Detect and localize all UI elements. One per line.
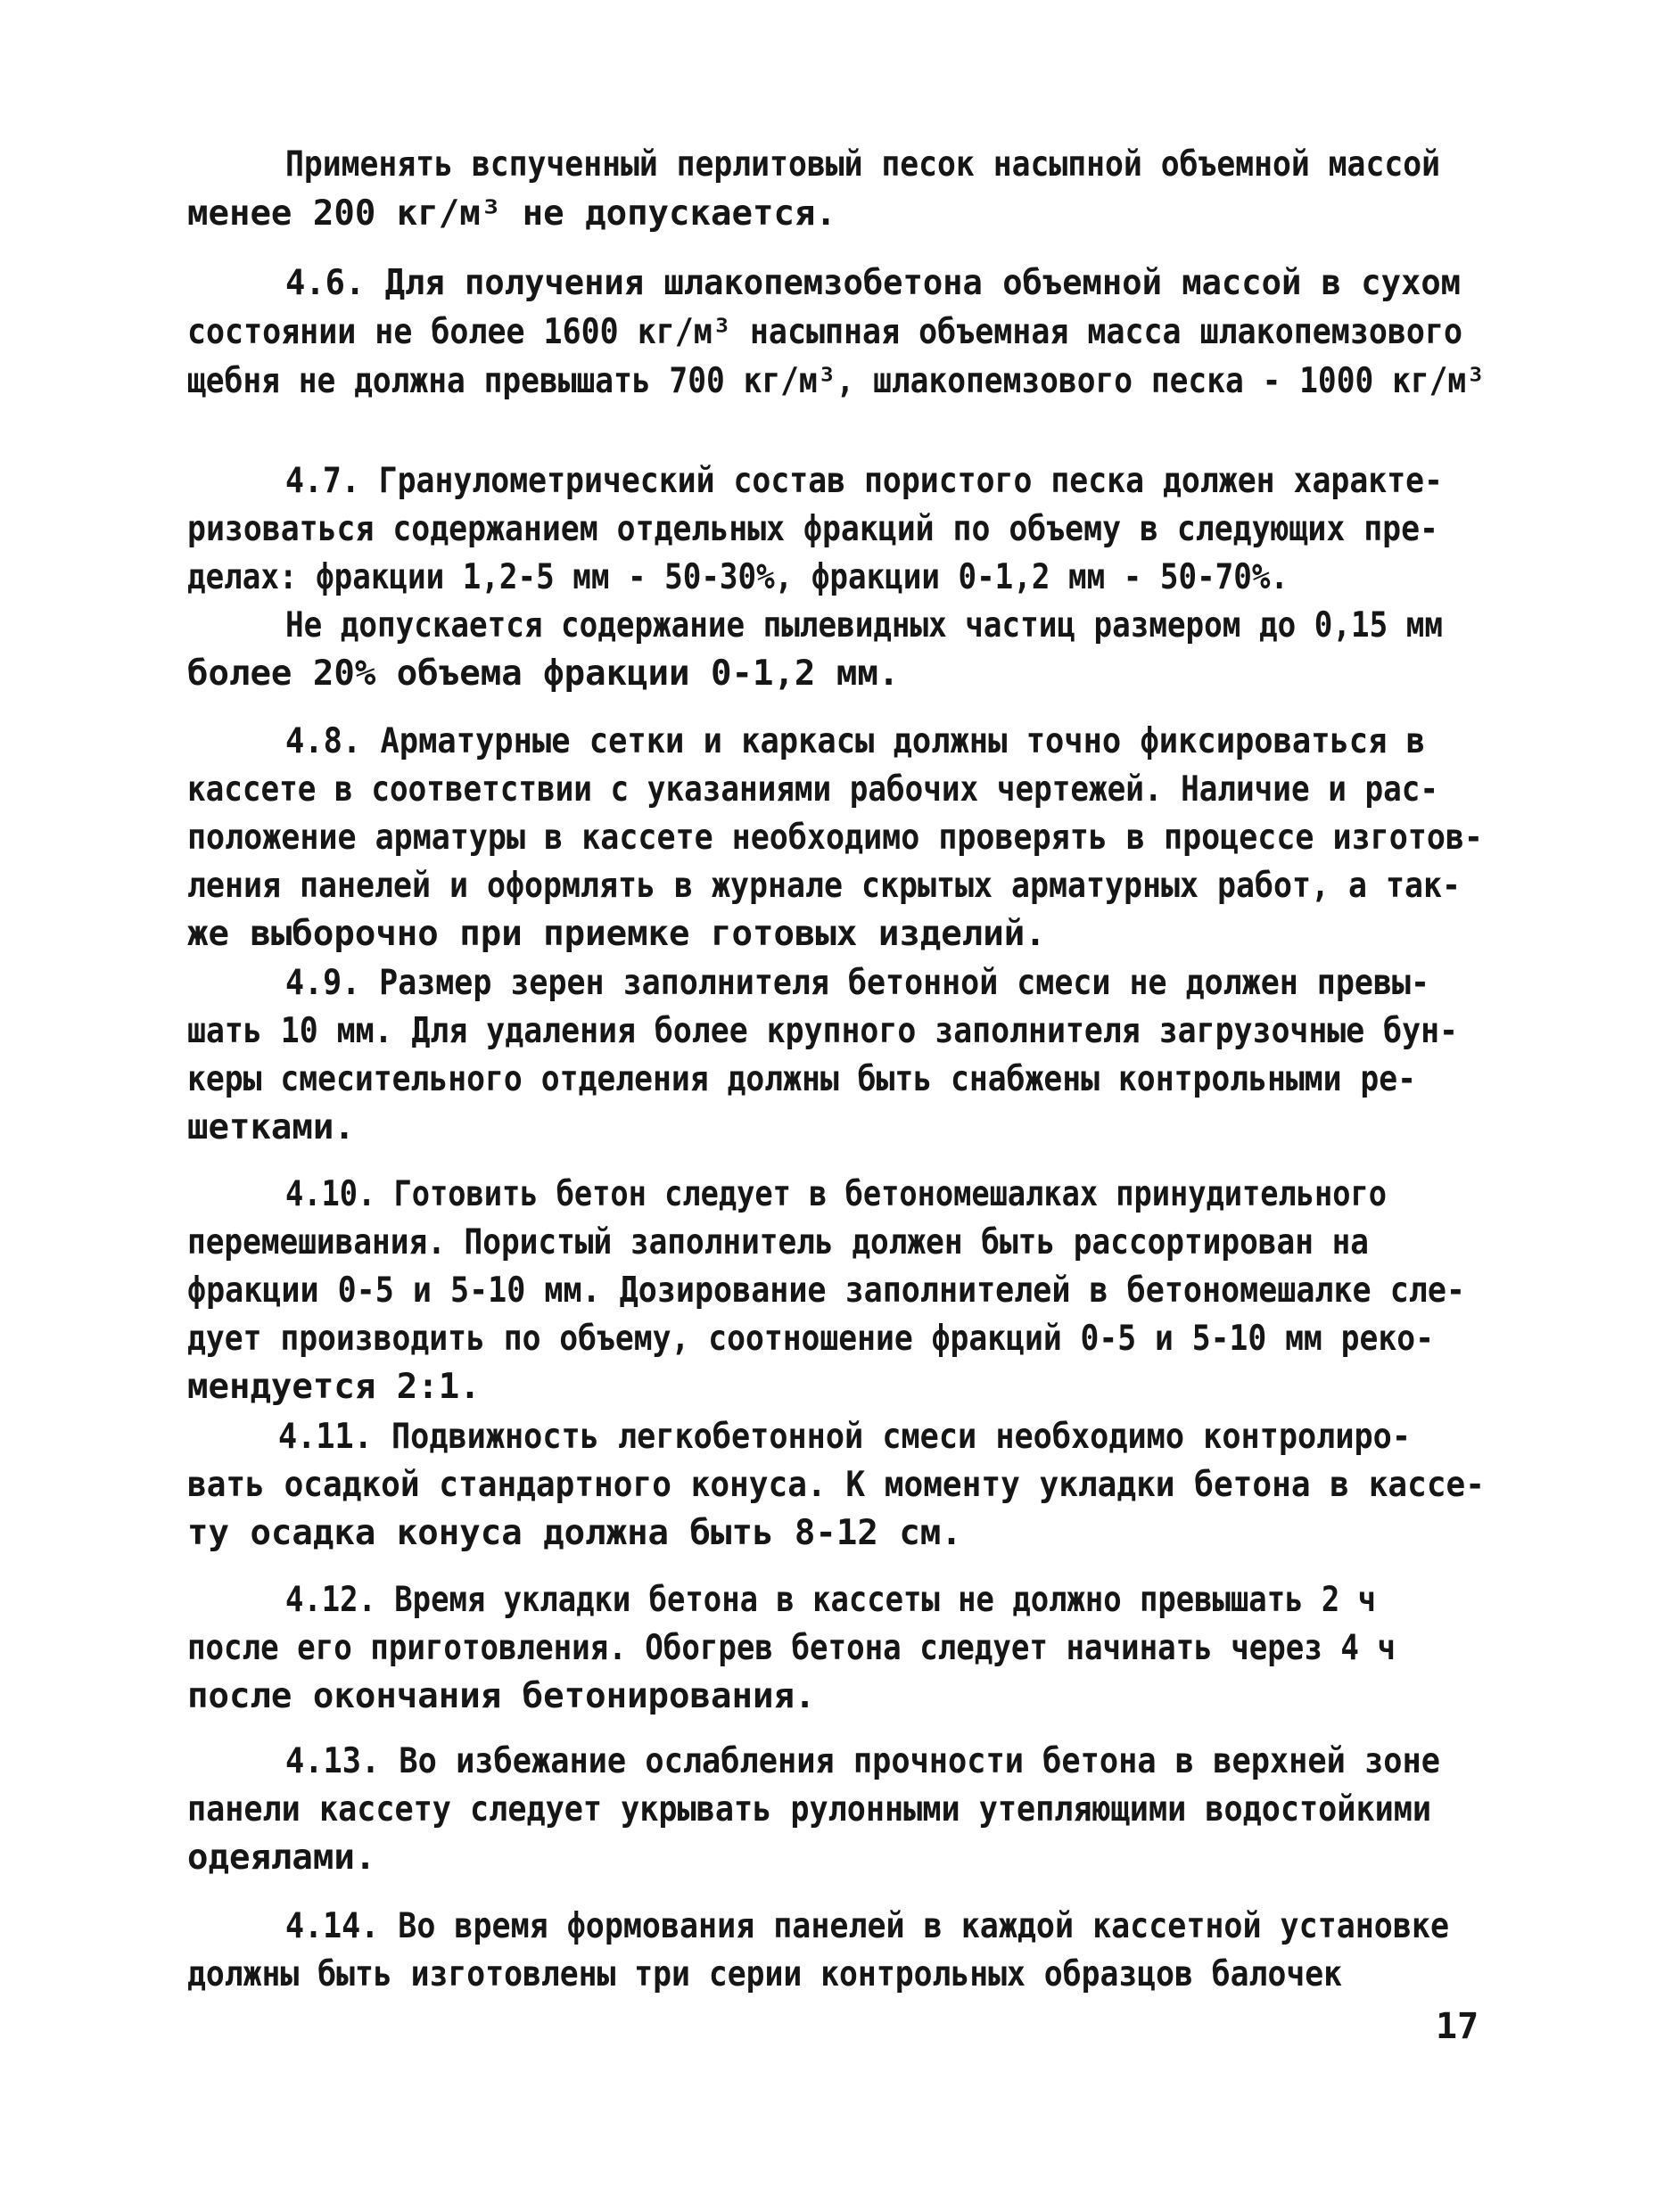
text-line: Применять вспученный перлитовый песок насыпной объемной массой [285, 144, 1440, 185]
text-line: кассете в соответствии с указаниями рабочих чертежей. Наличие и рас- [187, 769, 1438, 810]
text-line: 4.12. Время укладки бетона в кассеты не должно превышать 2 ч [285, 1580, 1376, 1620]
text-line: менее 200 кг/м³ не допускается. [187, 193, 836, 234]
text-line: 4.9. Размер зерен заполнителя бетонной смеси не должен превы- [285, 963, 1429, 1003]
text-line: Не допускается содержание пылевидных частиц размером до 0,15 мм [285, 605, 1443, 646]
text-line: делах: фракции 1,2-5 мм - 50-30%, фракции 0-1,2 мм - 50-70%. [187, 557, 1289, 597]
text-line: 4.6. Для получения шлакопемзобетона объемной массой в сухом [285, 263, 1461, 303]
text-line: после его приготовления. Обогрев бетона следует начинать через 4 ч [187, 1628, 1396, 1668]
text-line: перемешивания. Пористый заполнитель должен быть рассортирован на [187, 1222, 1369, 1262]
text-line: 4.8. Арматурные сетки и каркасы должны точно фиксироваться в [285, 721, 1425, 761]
text-line: дует производить по объему, соотношение фракций 0-5 и 5-10 мм реко- [187, 1319, 1434, 1359]
text-line: панели кассету следует укрывать рулонными утепляющими водостойкими [187, 1789, 1431, 1830]
text-line: шать 10 мм. Для удаления более крупного заполнителя загрузочные бун- [187, 1011, 1458, 1051]
text-line: 4.7. Гранулометрический состав пористого песка должен характе- [285, 461, 1443, 501]
text-line: шетками. [187, 1107, 355, 1147]
text-line: фракции 0-5 и 5-10 мм. Дозирование заполнителей в бетономешалке сле- [187, 1270, 1465, 1311]
text-line: щебня не должна превышать 700 кг/м³, шлакопемзового песка - 1000 кг/м³ [187, 361, 1485, 401]
text-line: положение арматуры в кассете необходимо проверять в процессе изготов- [187, 818, 1483, 858]
text-line: ризоваться содержанием отдельных фракций по объему в следующих пре- [187, 509, 1438, 549]
text-line: более 20% объема фракции 0-1,2 мм. [187, 654, 900, 694]
text-line: состоянии не более 1600 кг/м³ насыпная объемная масса шлакопемзового [187, 312, 1462, 352]
page-number: 17 [1436, 2006, 1479, 2047]
text-line: керы смесительного отделения должны быть снабжены контрольными ре- [187, 1059, 1416, 1099]
text-line: 4.13. Во избежание ослабления прочности бетона в верхней зоне [285, 1741, 1440, 1781]
text-line: должны быть изготовлены три серии контрольных образцов балочек [187, 1954, 1342, 1994]
text-line: ления панелей и оформлять в журнале скрытых арматурных работ, а так- [187, 866, 1461, 906]
text-line: ту осадка конуса должна быть 8-12 см. [187, 1513, 962, 1553]
text-line: 4.11. Подвижность легкобетонной смеси необходимо контролиро- [278, 1417, 1411, 1457]
text-line: вать осадкой стандартного конуса. К моменту укладки бетона в кассе- [187, 1465, 1485, 1505]
text-line: 4.14. Во время формования панелей в каждой кассетной установке [285, 1906, 1449, 1946]
text-line: мендуется 2:1. [187, 1367, 481, 1407]
text-line: после окончания бетонирования. [187, 1676, 816, 1716]
text-line: же выборочно при приемке готовых изделий. [187, 914, 1046, 954]
text-line: 4.10. Готовить бетон следует в бетономешалках принудительного [285, 1174, 1387, 1214]
text-line: одеялами. [187, 1838, 376, 1878]
